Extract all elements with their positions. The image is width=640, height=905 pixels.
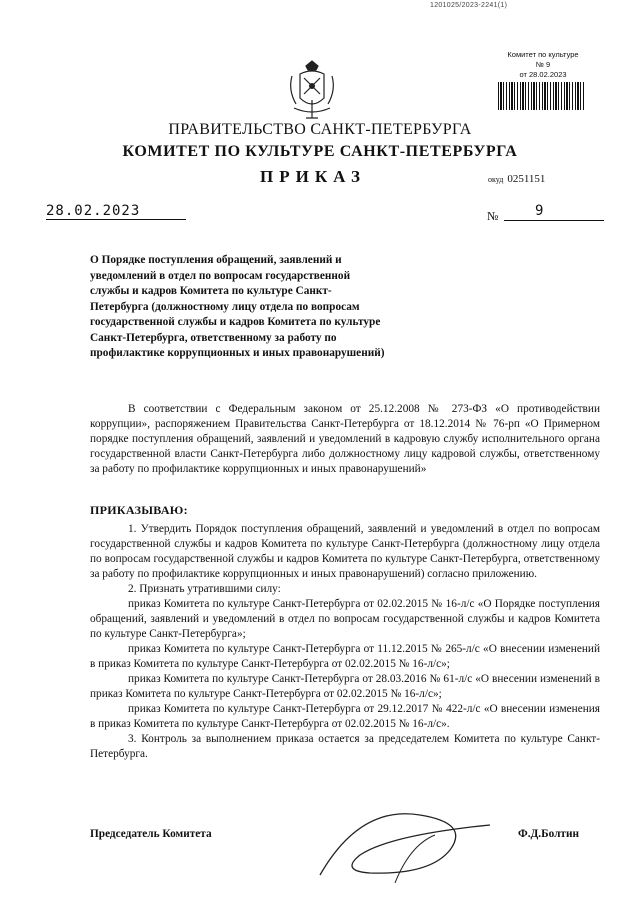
order-item: приказ Комитета по культуре Санкт-Петербурга от 28.03.2016 № 61-л/с «О внесении изменений в приказ Комитета по культуре Санкт-Петербурга от 02.02.2015 № 16-л/с»; [90, 673, 600, 700]
top-registration-number: 1201025/2023-2241(1) [430, 2, 508, 9]
order-number-line [504, 220, 604, 221]
order-item: 3. Контроль за выполнением приказа остается за председателем Комитета по культуре Санкт-Петербурга. [90, 733, 600, 760]
document-type: ПРИКАЗ [260, 167, 366, 186]
order-date: 28.02.2023 [46, 203, 186, 220]
registration-number: № 9 [535, 60, 551, 69]
government-title: ПРАВИТЕЛЬСТВО САНКТ-ПЕТЕРБУРГА [168, 121, 472, 138]
order-item: приказ Комитета по культуре Санкт-Петербурга от 11.12.2015 № 265-л/с «О внесении изменений в приказ Комитета по культуре Санкт-Петербурга от 02.02.2015 № 16-л/с»; [90, 643, 600, 670]
barcode-icon [498, 82, 586, 110]
registration-date: от 28.02.2023 [519, 70, 567, 79]
okud-code [488, 173, 545, 185]
okud-value: 0251151 [507, 173, 546, 185]
signatory-name: Ф.Д.Болтин [518, 828, 579, 840]
preamble: В соответствии с Федеральным законом от 25.12.2008 № 273-ФЗ «О противодействии коррупции», распоряжением Правительства Санкт-Петербурга от 18.12.2014 № 76-рп «О Примерном порядке поступления обращений, заявлений и уведомлений в кадровую службу исполнительного органа государственной власти Санкт-Петербурга либо должностному лицу кадровой службы, ответственному за работу по профилактике коррупционных и иных правонарушений» [90, 403, 600, 475]
registration-stamp [498, 50, 588, 80]
order-item: приказ Комитета по культуре Санкт-Петербурга от 29.12.2017 № 422-л/с «О внесении изменения в приказ Комитета по культуре Санкт-Петербурга от 02.02.2015 № 16-л/с». [90, 703, 600, 730]
order-item: 2. Признать утратившими силу: [128, 583, 281, 595]
coat-of-arms-icon [286, 60, 338, 122]
okud-label: окуд [488, 175, 504, 184]
signature-title: Председатель Комитета [90, 828, 212, 840]
order-number: 9 [535, 203, 544, 219]
registration-org: Комитет по культуре [507, 50, 579, 59]
order-subject: О Порядке поступления обращений, заявлений и уведомлений в отдел по вопросам государственной службы и кадров Комитета по культуре Санкт-Петербурга (должностному лицу отдела по вопросам государственной службы и кадров Комитета по культуре Санкт-Петербурга, ответственному за работу по профилактике коррупционных и иных правонарушений) [90, 254, 385, 359]
order-number-label: № [487, 209, 499, 223]
order-item: приказ Комитета по культуре Санкт-Петербурга от 02.02.2015 № 16-л/с «О Порядке поступления обращений, заявлений и уведомлений в отдел по вопросам государственной службы и кадров Комитета по культуре Санкт-Петербурга»; [90, 598, 600, 640]
handwritten-signature-icon [300, 795, 500, 890]
order-item: 1. Утвердить Порядок поступления обращений, заявлений и уведомлений в отдел по вопросам государственной службы и кадров Комитета по культуре Санкт-Петербурга (должностному лицу отдела по вопросам государственной службы и кадров Комитета по культуре Санкт-Петербурга, ответственному за работу по профилактике коррупционных и иных правонарушений) согласно приложению. [90, 523, 600, 580]
order-word: ПРИКАЗЫВАЮ: [90, 503, 188, 517]
committee-title: КОМИТЕТ ПО КУЛЬТУРЕ САНКТ-ПЕТЕРБУРГА [122, 143, 518, 160]
order-items [90, 522, 600, 762]
